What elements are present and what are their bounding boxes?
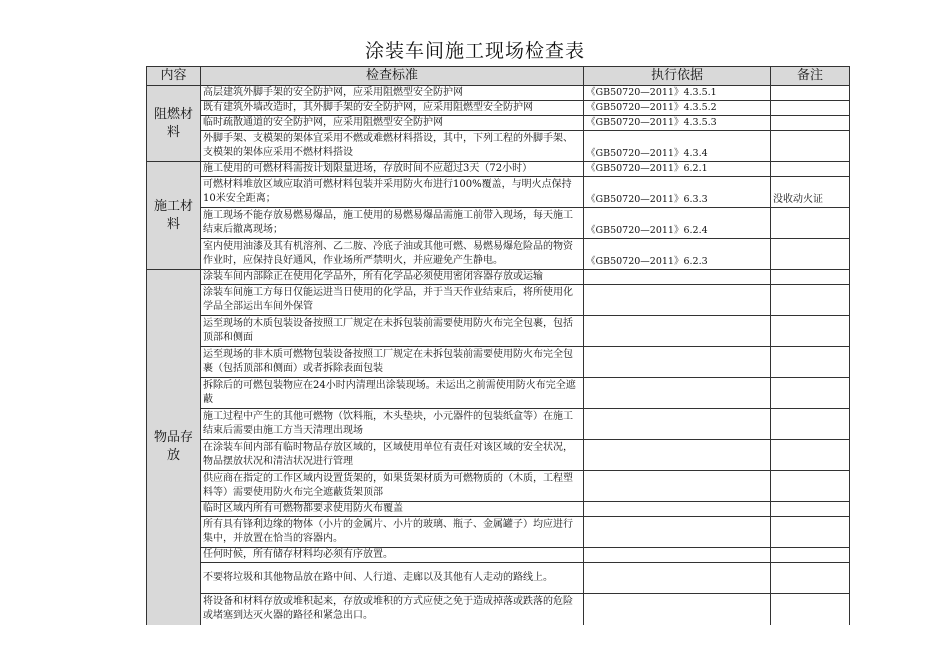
basis-cell: 《GB50720—2011》6.3.3: [584, 177, 771, 208]
category-cell: 物品存放: [147, 270, 201, 625]
basis-cell: [584, 517, 771, 548]
standard-cell: 可燃材料堆放区域应取消可燃材料包装并采用防火布进行100%覆盖，与明火点保持10米安全距离；: [201, 177, 584, 208]
table-row: [147, 517, 850, 548]
remarks-cell: [771, 548, 850, 563]
standard-cell: 在涂装车间内部有临时物品存放区域的，区域使用单位有责任对该区域的安全状况，物品摆放状况和清洁状况进行管理: [201, 440, 584, 471]
remarks-cell: [771, 594, 850, 625]
table-row: [147, 548, 850, 563]
table-row: [147, 502, 850, 517]
basis-cell: [584, 471, 771, 502]
basis-cell: 《GB50720—2011》6.2.1: [584, 162, 771, 177]
table-row: [147, 378, 850, 409]
standard-cell: 运至现场的非木质可燃物包装设备按照工厂规定在未拆包装前需要使用防火布完全包裹（包括顶部和侧面）或者拆除表面包装: [201, 347, 584, 378]
basis-cell: [584, 563, 771, 594]
table-row: [147, 177, 850, 208]
standard-cell: 不要将垃圾和其他物品放在路中间、人行道、走廊以及其他有人走动的路线上。: [201, 563, 584, 594]
table-row: [147, 347, 850, 378]
remarks-cell: [771, 471, 850, 502]
basis-cell: 《GB50720—2011》6.2.4: [584, 208, 771, 239]
table-row: [147, 208, 850, 239]
table-row: [147, 594, 850, 625]
category-cell: 阻燃材料: [147, 86, 201, 162]
remarks-cell: [771, 563, 850, 594]
standard-cell: 室内使用油漆及其有机溶剂、乙二胺、冷底子油或其他可燃、易燃易爆危险品的物资作业时，应保持良好通风，作业场所严禁明火，并应避免产生静电。: [201, 239, 584, 270]
basis-cell: [584, 347, 771, 378]
remarks-cell: 没收动火证: [771, 177, 850, 208]
remarks-cell: [771, 208, 850, 239]
standard-cell: 运至现场的木质包装设备按照工厂规定在未拆包装前需要使用防火布完全包裹，包括顶部和侧面: [201, 316, 584, 347]
remarks-cell: [771, 285, 850, 316]
remarks-cell: [771, 378, 850, 409]
table-row: [147, 86, 850, 101]
remarks-cell: [771, 409, 850, 440]
table-row: [147, 162, 850, 177]
basis-cell: 《GB50720—2011》4.3.5.3: [584, 116, 771, 131]
table-row: [147, 471, 850, 502]
remarks-cell: [771, 347, 850, 378]
table-row: [147, 101, 850, 116]
basis-cell: [584, 409, 771, 440]
table-row: [147, 239, 850, 270]
category-cell: 施工材料: [147, 162, 201, 270]
remarks-cell: [771, 517, 850, 548]
table-row: [147, 270, 850, 285]
remarks-cell: [771, 116, 850, 131]
basis-cell: 《GB50720—2011》4.3.5.2: [584, 101, 771, 116]
remarks-cell: [771, 502, 850, 517]
table-row: [147, 131, 850, 162]
remarks-cell: [771, 101, 850, 116]
inspection-table: [146, 66, 850, 625]
basis-cell: [584, 285, 771, 316]
remarks-cell: [771, 162, 850, 177]
standard-cell: 将设备和材料存放或堆积起来，存放或堆积的方式应使之免于造成掉落或跌落的危险或堵塞到达灭火器的路径和紧急出口。: [201, 594, 584, 625]
standard-cell: 施工现场不能存放易燃易爆品，施工使用的易燃易爆品需施工前带入现场，每天施工结束后撤离现场；: [201, 208, 584, 239]
basis-cell: [584, 270, 771, 285]
table-row: [147, 563, 850, 594]
standard-cell: 所有具有锋利边缘的物体（小片的金属片、小片的玻璃、瓶子、金属罐子）均应进行集中，并放置在恰当的容器内。: [201, 517, 584, 548]
basis-cell: [584, 440, 771, 471]
table-row: [147, 409, 850, 440]
standard-cell: 涂装车间内部除正在使用化学品外，所有化学品必须使用密闭容器存放或运输: [201, 270, 584, 285]
standard-cell: 涂装车间施工方每日仅能运进当日使用的化学品，并于当天作业结束后，将所使用化学品全部运出车间外保管: [201, 285, 584, 316]
standard-cell: 供应商在指定的工作区域内设置货架的，如果货架材质为可燃物质的（木质，工程塑料等）需要使用防火布完全遮蔽货架顶部: [201, 471, 584, 502]
basis-cell: 《GB50720—2011》6.2.3: [584, 239, 771, 270]
standard-cell: 高层建筑外脚手架的安全防护网，应采用阻燃型安全防护网: [201, 86, 584, 101]
basis-cell: [584, 502, 771, 517]
table-header-row: [147, 67, 850, 86]
remarks-cell: [771, 270, 850, 285]
remarks-cell: [771, 440, 850, 471]
standard-cell: 既有建筑外墙改造时，其外脚手架的安全防护网，应采用阻燃型安全防护网: [201, 101, 584, 116]
table-row: [147, 440, 850, 471]
header-remarks: 备注: [771, 67, 850, 86]
remarks-cell: [771, 316, 850, 347]
table-row: [147, 285, 850, 316]
table-row: [147, 116, 850, 131]
header-standard: 检查标准: [201, 67, 584, 86]
table-row: [147, 316, 850, 347]
basis-cell: [584, 594, 771, 625]
standard-cell: 临时区域内所有可燃物都要求使用防火布覆盖: [201, 502, 584, 517]
remarks-cell: [771, 86, 850, 101]
standard-cell: 任何时候，所有储存材料均必须有序放置。: [201, 548, 584, 563]
standard-cell: 临时疏散通道的安全防护网，应采用阻燃型安全防护网: [201, 116, 584, 131]
page-title: 涂装车间施工现场检查表: [364, 40, 585, 62]
standard-cell: 施工使用的可燃材料需按计划限量进场，存放时间不应超过3天（72小时）: [201, 162, 584, 177]
basis-cell: [584, 316, 771, 347]
basis-cell: [584, 378, 771, 409]
basis-cell: 《GB50720—2011》4.3.5.1: [584, 86, 771, 101]
header-basis: 执行依据: [584, 67, 771, 86]
standard-cell: 施工过程中产生的其他可燃物（饮料瓶，木头垫块，小元器件的包装纸盒等）在施工结束后需要由施工方当天清理出现场: [201, 409, 584, 440]
remarks-cell: [771, 131, 850, 162]
remarks-cell: [771, 239, 850, 270]
basis-cell: [584, 548, 771, 563]
basis-cell: 《GB50720—2011》4.3.4: [584, 131, 771, 162]
header-content: 内容: [147, 67, 201, 86]
standard-cell: 拆除后的可燃包装物应在24小时内清理出涂装现场。未运出之前需使用防火布完全遮蔽: [201, 378, 584, 409]
standard-cell: 外脚手架、支模架的架体宜采用不燃或难燃材料搭设，其中，下列工程的外脚手架、支模架的架体应采用不燃材料搭设: [201, 131, 584, 162]
